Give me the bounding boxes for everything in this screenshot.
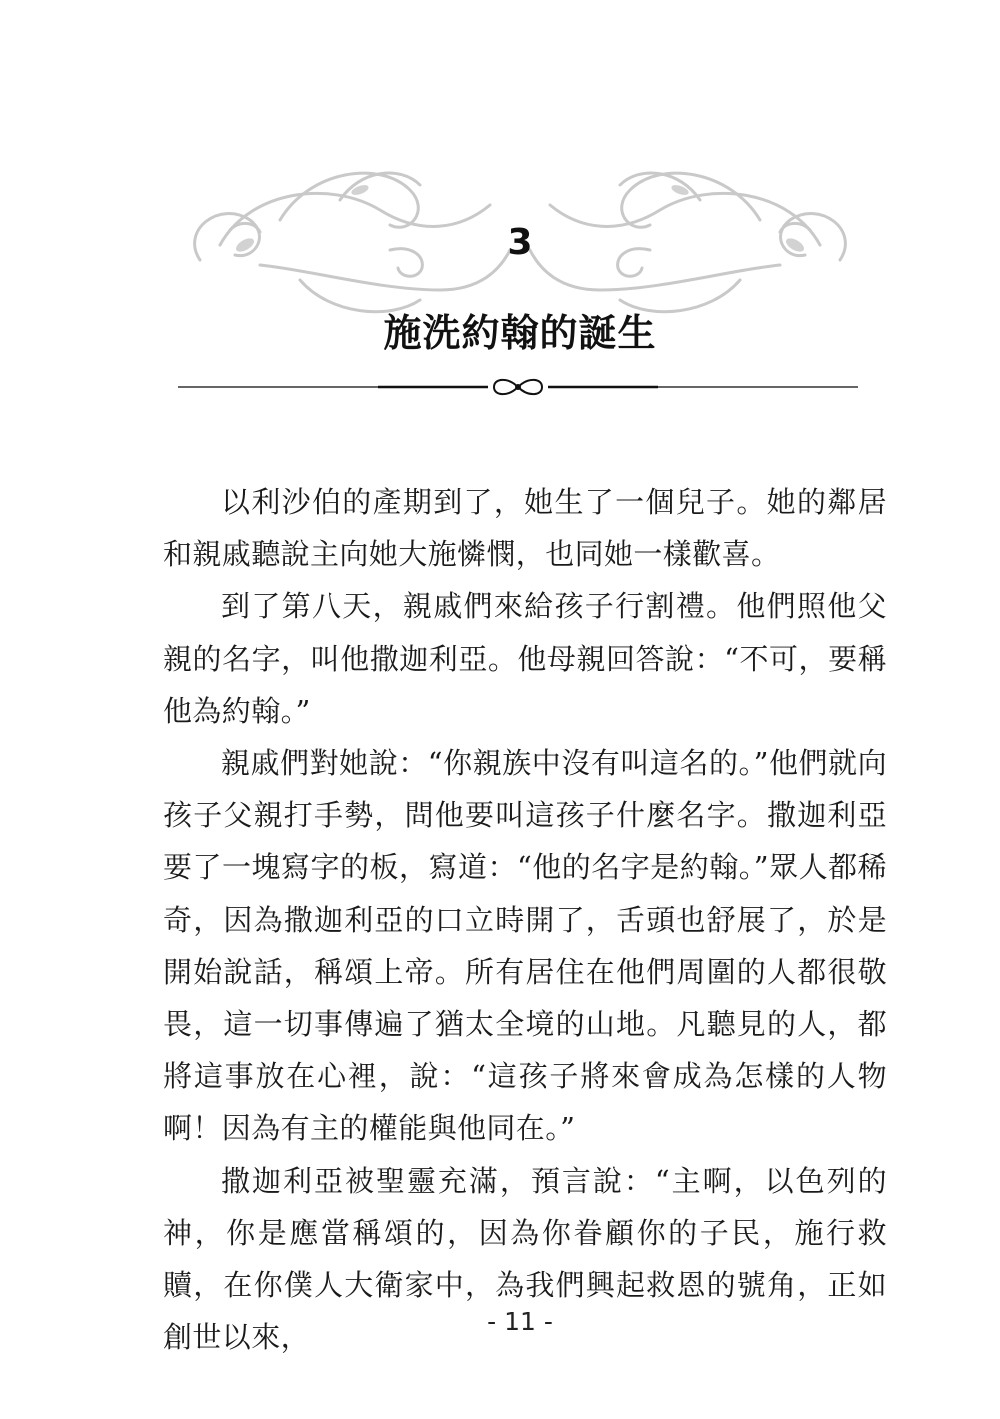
- chapter-body: [163, 476, 887, 1363]
- knot-ornament-icon: [494, 380, 542, 394]
- title-divider: [178, 372, 858, 402]
- paragraph: 親戚們對她說：“你親族中沒有叫這名的。”他們就向孩子父親打手勢，問他要叫這孩子什麼名字。撒迦利亞要了一塊寫字的板，寫道：“他的名字是約翰。”眾人都稀奇，因為撒迦利亞的口立時開了，舌頭也舒展了，於是開始說話，稱頌上帝。所有居住在他們周圍的人都很敬畏，這一切事傳遍了猶太全境的山地。凡聽見的人，都將這事放在心裡，說：“這孩子將來會成為怎樣的人物啊！因為有主的權能與他同在。”: [163, 746, 887, 1146]
- paragraph: 撒迦利亞被聖靈充滿，預言說：“主啊，以色列的神，你是應當稱頌的，因為你眷顧你的子民，施行救贖，在你僕人大衛家中，為我們興起救恩的號角，正如創世以來，: [163, 1163, 887, 1355]
- page-number: - 11 -: [487, 1307, 553, 1336]
- paragraph: 到了第八天，親戚們來給孩子行割禮。他們照他父親的名字，叫他撒迦利亞。他母親回答說：“不可，要稱他為約翰。”: [163, 589, 887, 728]
- chapter-title: 施洗約翰的誕生: [383, 311, 657, 355]
- paragraph: 以利沙伯的產期到了，她生了一個兒子。她的鄰居和親戚聽說主向她大施憐憫，也同她一樣歡喜。: [163, 485, 887, 572]
- chapter-number: 3: [507, 222, 533, 263]
